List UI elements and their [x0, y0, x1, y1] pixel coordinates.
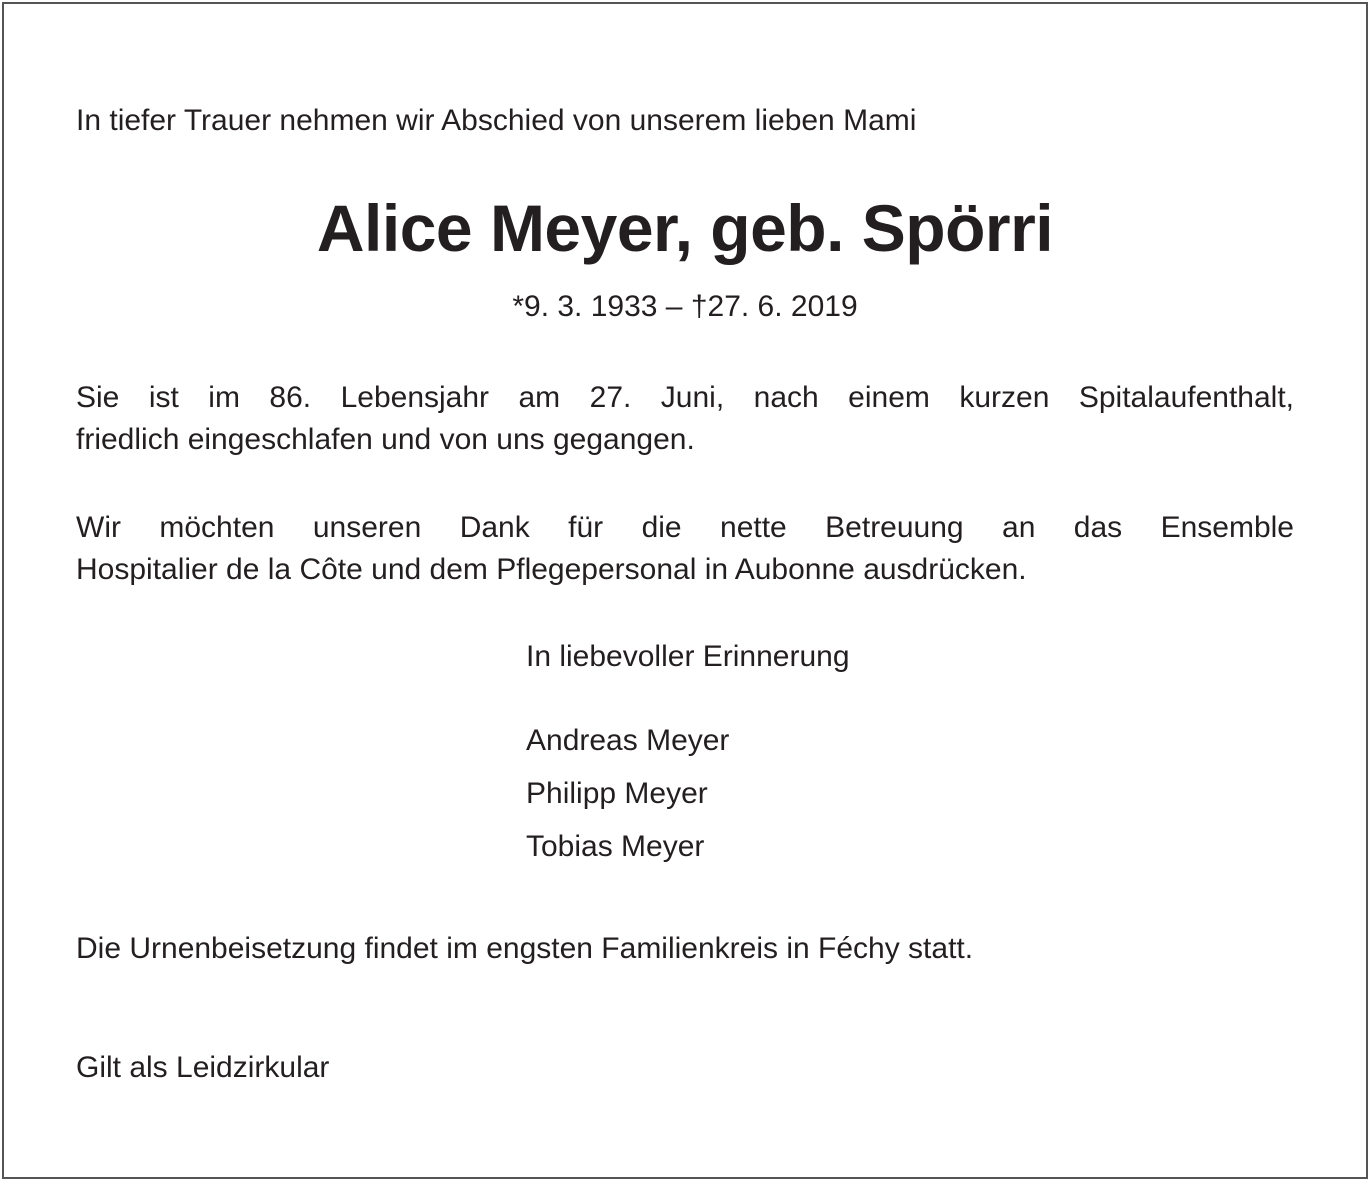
signer-name: Philipp Meyer [526, 777, 708, 810]
signers-list [526, 714, 729, 873]
intro-line: In tiefer Trauer nehmen wir Abschied von unserem lieben Mami [76, 104, 917, 137]
burial-note: Die Urnenbeisetzung findet im engsten Familienkreis in Féchy statt. [76, 932, 974, 965]
closing-phrase: In liebevoller Erinnerung [526, 640, 850, 673]
thanks-paragraph-line-1: Wir möchten unseren Dank für die nette Betreuung an das Ensemble [76, 511, 1294, 544]
thanks-paragraph [76, 507, 1294, 591]
passing-paragraph [76, 377, 1294, 461]
passing-paragraph-line-1: Sie ist im 86. Lebensjahr am 27. Juni, nach einem kurzen Spitalaufenthalt, [76, 381, 1294, 414]
passing-paragraph-line-2: friedlich eingeschlafen und von uns gegangen. [76, 423, 695, 456]
life-dates: *9. 3. 1933 – †27. 6. 2019 [512, 290, 858, 323]
circular-note: Gilt als Leidzirkular [76, 1051, 330, 1084]
deceased-name: Alice Meyer, geb. Spörri [316, 191, 1054, 265]
signer-name: Tobias Meyer [526, 830, 705, 863]
thanks-paragraph-line-2: Hospitalier de la Côte und dem Pflegepersonal in Aubonne ausdrücken. [76, 553, 1027, 586]
signer-name: Andreas Meyer [526, 724, 730, 757]
